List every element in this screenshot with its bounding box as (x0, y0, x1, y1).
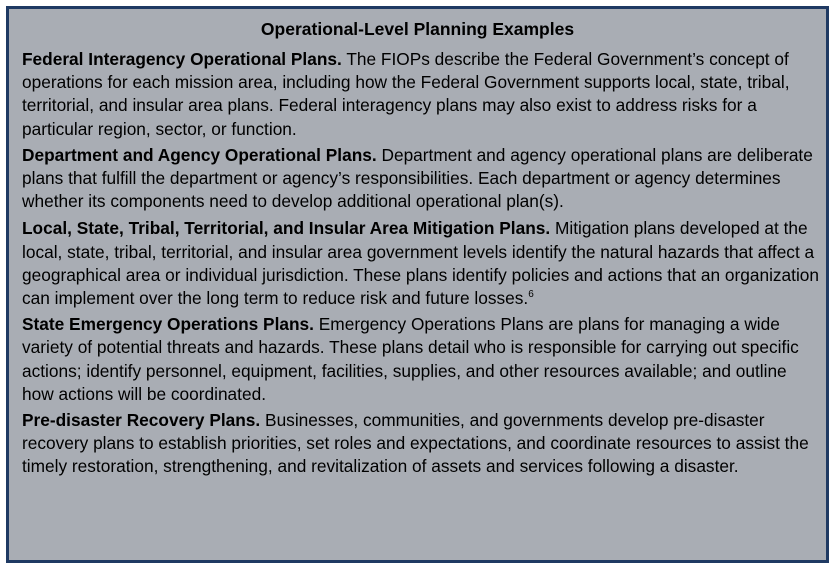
planning-examples-box (6, 6, 829, 563)
section-state-eop (22, 313, 822, 406)
section-body: Businesses, communities, and governments develop pre-disaster recovery plans to establish priorities, set roles and expectations, and coordinate resources to assist the timely restoration, strengthening, and revitalization of assets and services following a disaster. (22, 410, 809, 477)
section-heading: Federal Interagency Operational Plans. (22, 49, 342, 69)
section-heading: Pre-disaster Recovery Plans. (22, 410, 261, 431)
section-body: The FIOPs describe the Federal Government’s concept of operations for each mission area, including how the Federal Government supports local, state, tribal, territorial, and insular area plans. Federal interagency plans may also exist to address risks for a particular region, sector, or function. (22, 49, 790, 139)
section-predisaster-recovery (22, 409, 822, 479)
section-heading: Department and Agency Operational Plans. (22, 144, 377, 165)
section-federal-interagency (22, 48, 822, 141)
box-title: Operational-Level Planning Examples (260, 19, 575, 39)
section-heading: State Emergency Operations Plans. (22, 314, 314, 335)
section-body: Emergency Operations Plans are plans for managing a wide variety of potential threats and hazards. These plans detail who is responsible for carrying out specific actions; identify personnel, equipment, facilities, supplies, and other resources available; and outline how actions will be coordinated. (22, 314, 799, 404)
footnote-marker: 6 (528, 289, 534, 301)
section-department-agency (22, 144, 822, 214)
section-body: Mitigation plans developed at the local, state, tribal, territorial, and insular area government levels identify the natural hazards that affect a geographical area or individual jurisdiction. These plans identify policies and actions that an organization can implement over the long term to reduce risk and future losses. (22, 218, 820, 309)
section-body: Department and agency operational plans are deliberate plans that fulfill the department or agency’s responsibilities. Each department or agency determines whether its components need to develop additional operational plan(s). (22, 144, 813, 212)
section-heading: Local, State, Tribal, Territorial, and Insular Area Mitigation Plans. (22, 218, 551, 239)
section-mitigation-plans (22, 217, 822, 310)
